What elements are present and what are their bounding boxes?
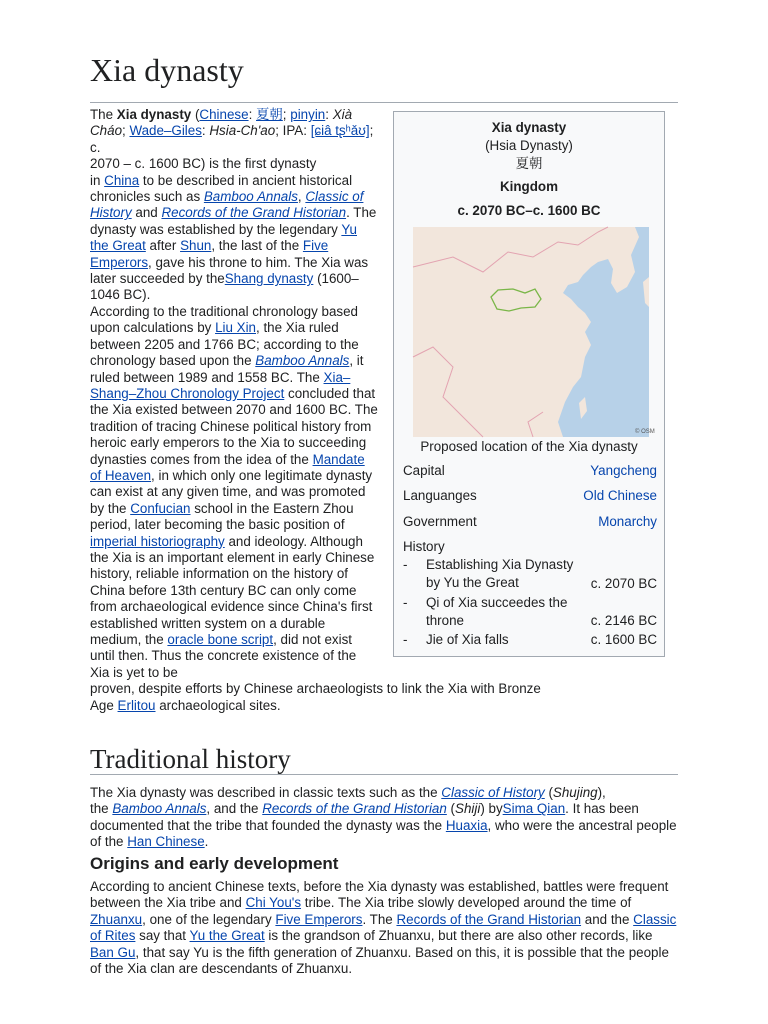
article-link[interactable]: Sima Qian (502, 801, 566, 817)
article-link[interactable]: Zhuanxu (90, 911, 143, 927)
text-run: , the last of the (211, 238, 303, 254)
text-run: and ideology. Although the Xia is an important element in early Chinese history, reliable information on the history of China before 13th century BC can only come from archaeological evidence since China's first established written system on a durable medium, the (90, 533, 375, 647)
text-run: According to the traditional chronology based upon calculations by (90, 303, 358, 336)
text-run: ) by (480, 801, 503, 817)
infobox-status: Kingdom (499, 179, 558, 194)
article-link[interactable]: pinyin (290, 107, 326, 122)
history-event (403, 556, 657, 596)
capital-link[interactable]: Yangcheng (590, 463, 657, 478)
article-link[interactable]: Yu the Great (189, 928, 265, 944)
text-run: in (90, 172, 105, 188)
article-link[interactable]: Bamboo Annals (203, 189, 298, 205)
text-run: Xia dynasty (116, 107, 192, 122)
article-link[interactable]: Liu Xin (215, 320, 257, 336)
text-run: ; IPA: (275, 123, 311, 139)
article-link[interactable]: Bamboo Annals (112, 801, 207, 817)
origins-paragraph (90, 879, 678, 977)
infobox-chinese-name: 夏朝 (515, 156, 543, 171)
section-heading-traditional-history: Traditional history (90, 744, 291, 774)
text-run: According to ancient Chinese texts, before the Xia dynasty was established, battles were frequent between the Xia tribe and (90, 879, 669, 911)
text-run: ; c. (90, 123, 374, 155)
article-link[interactable]: Chinese (199, 107, 249, 122)
subsection-heading-origins: Origins and early development (90, 854, 339, 873)
text-run: 2070 – c. 1600 BC) is the first dynasty (90, 156, 317, 172)
history-event-date: c. 2070 BC (590, 576, 657, 591)
row-label: Languanges (403, 488, 477, 503)
article-link[interactable]: Five Emperors (275, 911, 363, 927)
article-link[interactable]: China (104, 172, 140, 188)
article-link[interactable]: Ban Gu (90, 944, 136, 960)
text-run: Shujing (552, 785, 598, 800)
text-run: , that say Yu is the fifth generation of Zhuanxu. Based on this, it is possible that the people of the Xia clan are descendants of Zhuanxu. (90, 944, 669, 977)
article-link[interactable]: 夏朝 (256, 107, 283, 122)
text-run: ; (282, 107, 291, 122)
text-run: The Xia dynasty was described in classic texts such as the (90, 785, 442, 800)
infobox (393, 111, 665, 657)
article-link[interactable]: Xia–Shang–Zhou Chronology Project (90, 369, 351, 401)
article-link[interactable]: imperial historiography (90, 533, 225, 549)
text-run: school in the Eastern Zhou period, later becoming the basic position of (90, 500, 354, 533)
text-run: , who were the ancestral people of the (90, 817, 677, 850)
government-link[interactable]: Monarchy (598, 514, 657, 529)
article-link[interactable]: Wade–Giles (129, 123, 202, 139)
text-run: (1600–1046 BC). (90, 271, 359, 303)
map-caption: Proposed location of the Xia dynasty (420, 439, 638, 454)
text-run: , did not exist until then. Thus the concrete existence of the Xia is yet to be (90, 632, 357, 680)
article-link[interactable]: Records of the Grand Historian (161, 205, 347, 221)
article-link[interactable]: Mandate of Heaven (90, 451, 365, 483)
xia-location-map (413, 227, 655, 437)
text-run: archaeological sites. (155, 697, 281, 713)
text-run: . The (362, 911, 397, 927)
text-run: concluded that the Xia existed between 2070 and 1600 BC. The tradition of tracing Chinese political history from heroic early emperors to the Xia to succeeding dynasties comes from the idea of the (90, 385, 378, 467)
article-link[interactable]: Classic of Rites (90, 911, 677, 944)
text-run: , one of the legendary (142, 911, 276, 927)
text-run: : (248, 107, 257, 122)
section-divider (90, 774, 678, 775)
text-run: , the Xia ruled between 2205 and 1766 BC; according to the chronology based upon the (90, 320, 359, 369)
text-run: Xià Cháo (90, 107, 353, 139)
text-run: tribe. The Xia tribe slowly developed around the time of (301, 895, 632, 911)
history-event-date: c. 1600 BC (590, 632, 657, 647)
article-link[interactable]: Classic of History (441, 785, 545, 800)
history-bullet: - (403, 595, 408, 610)
text-run: . (204, 834, 209, 850)
text-run: after (145, 238, 181, 254)
title-divider (90, 102, 678, 103)
text-run: and the (581, 911, 634, 927)
text-run: , in which only one legitimate dynasty can exist at any given time, and was promoted by the (90, 467, 373, 516)
page-title: Xia dynasty (90, 52, 244, 88)
text-run: ), (597, 785, 606, 800)
history-bullet: - (403, 632, 408, 647)
history-event-text: Jie of Xia falls (426, 632, 509, 647)
text-run: , it ruled between 1989 and 1558 BC. The (90, 353, 364, 385)
article-link[interactable]: oracle bone script (167, 632, 274, 647)
article-link[interactable]: Records of the Grand Historian (396, 911, 582, 927)
text-run: . It has been documented that the tribe that founded the dynasty was the (90, 801, 639, 833)
article-link[interactable]: Confucian (130, 500, 191, 516)
text-run: to be described in ancient historical chronicles such as (90, 172, 353, 205)
text-run: ( (446, 801, 456, 817)
row-label: Capital (403, 463, 445, 478)
article-link[interactable]: Five Emperors (90, 238, 329, 270)
text-run: ( (191, 107, 200, 122)
text-run: proven, despite efforts by Chinese archaeologists to link the Xia with Bronze Age (90, 681, 541, 713)
article-link[interactable]: Bamboo Annals (255, 353, 350, 369)
history-event-text: Establishing Xia Dynasty by Yu the Great (426, 557, 574, 590)
history-event (403, 594, 657, 634)
infobox-alt-name: (Hsia Dynasty) (485, 138, 573, 153)
article-link[interactable]: Han Chinese (127, 834, 205, 850)
text-run: the (90, 801, 113, 817)
text-run: , and the (206, 801, 263, 817)
row-label: Government (403, 514, 477, 529)
language-link[interactable]: Old Chinese (583, 488, 657, 503)
history-event-date: c. 2146 BC (590, 613, 657, 628)
text-run: is the grandson of Zhuanxu, but there are also other records, like (264, 928, 653, 944)
infobox-title: Xia dynasty (491, 120, 567, 135)
text-run: : (201, 123, 210, 139)
text-run: Shiji (455, 801, 481, 817)
article-link[interactable]: Chi You's (245, 895, 302, 911)
infobox-period: c. 2070 BC–c. 1600 BC (457, 203, 601, 218)
map-scale-label: © OSM (635, 429, 655, 435)
text-run: and (131, 205, 162, 221)
article-link[interactable]: Classic of History (90, 189, 364, 221)
text-run: ; (122, 123, 130, 139)
traditional-history-paragraph (90, 785, 678, 851)
history-bullet: - (403, 557, 408, 572)
article-link[interactable]: Erlitou (117, 697, 156, 713)
text-run: say that (135, 928, 190, 944)
text-run: ( (544, 785, 553, 800)
article-link[interactable]: Records of the Grand Historian (262, 801, 447, 817)
lead-paragraph (90, 107, 378, 681)
text-run: : (325, 107, 333, 122)
text-run: . The dynasty was established by the legendary (90, 205, 377, 237)
history-label: History (403, 539, 445, 554)
article-link[interactable]: Shang dynasty (224, 271, 314, 287)
lead-paragraph-tail (90, 681, 555, 714)
article-link[interactable]: [ɕiâ tʂʰǎʊ] (310, 123, 370, 139)
text-run: , (297, 189, 306, 205)
article-link[interactable]: Yu the Great (90, 221, 357, 254)
text-run: , gave his throne to him. The Xia was later succeeded by the (90, 254, 369, 287)
text-run: Hsia-Ch'ao (209, 123, 276, 139)
history-event (403, 631, 657, 651)
article-link[interactable]: Huaxia (445, 817, 488, 833)
text-run: The (90, 107, 117, 122)
article-link[interactable]: Shun (180, 238, 212, 254)
history-event-text: Qi of Xia succeedes the throne (426, 595, 568, 628)
